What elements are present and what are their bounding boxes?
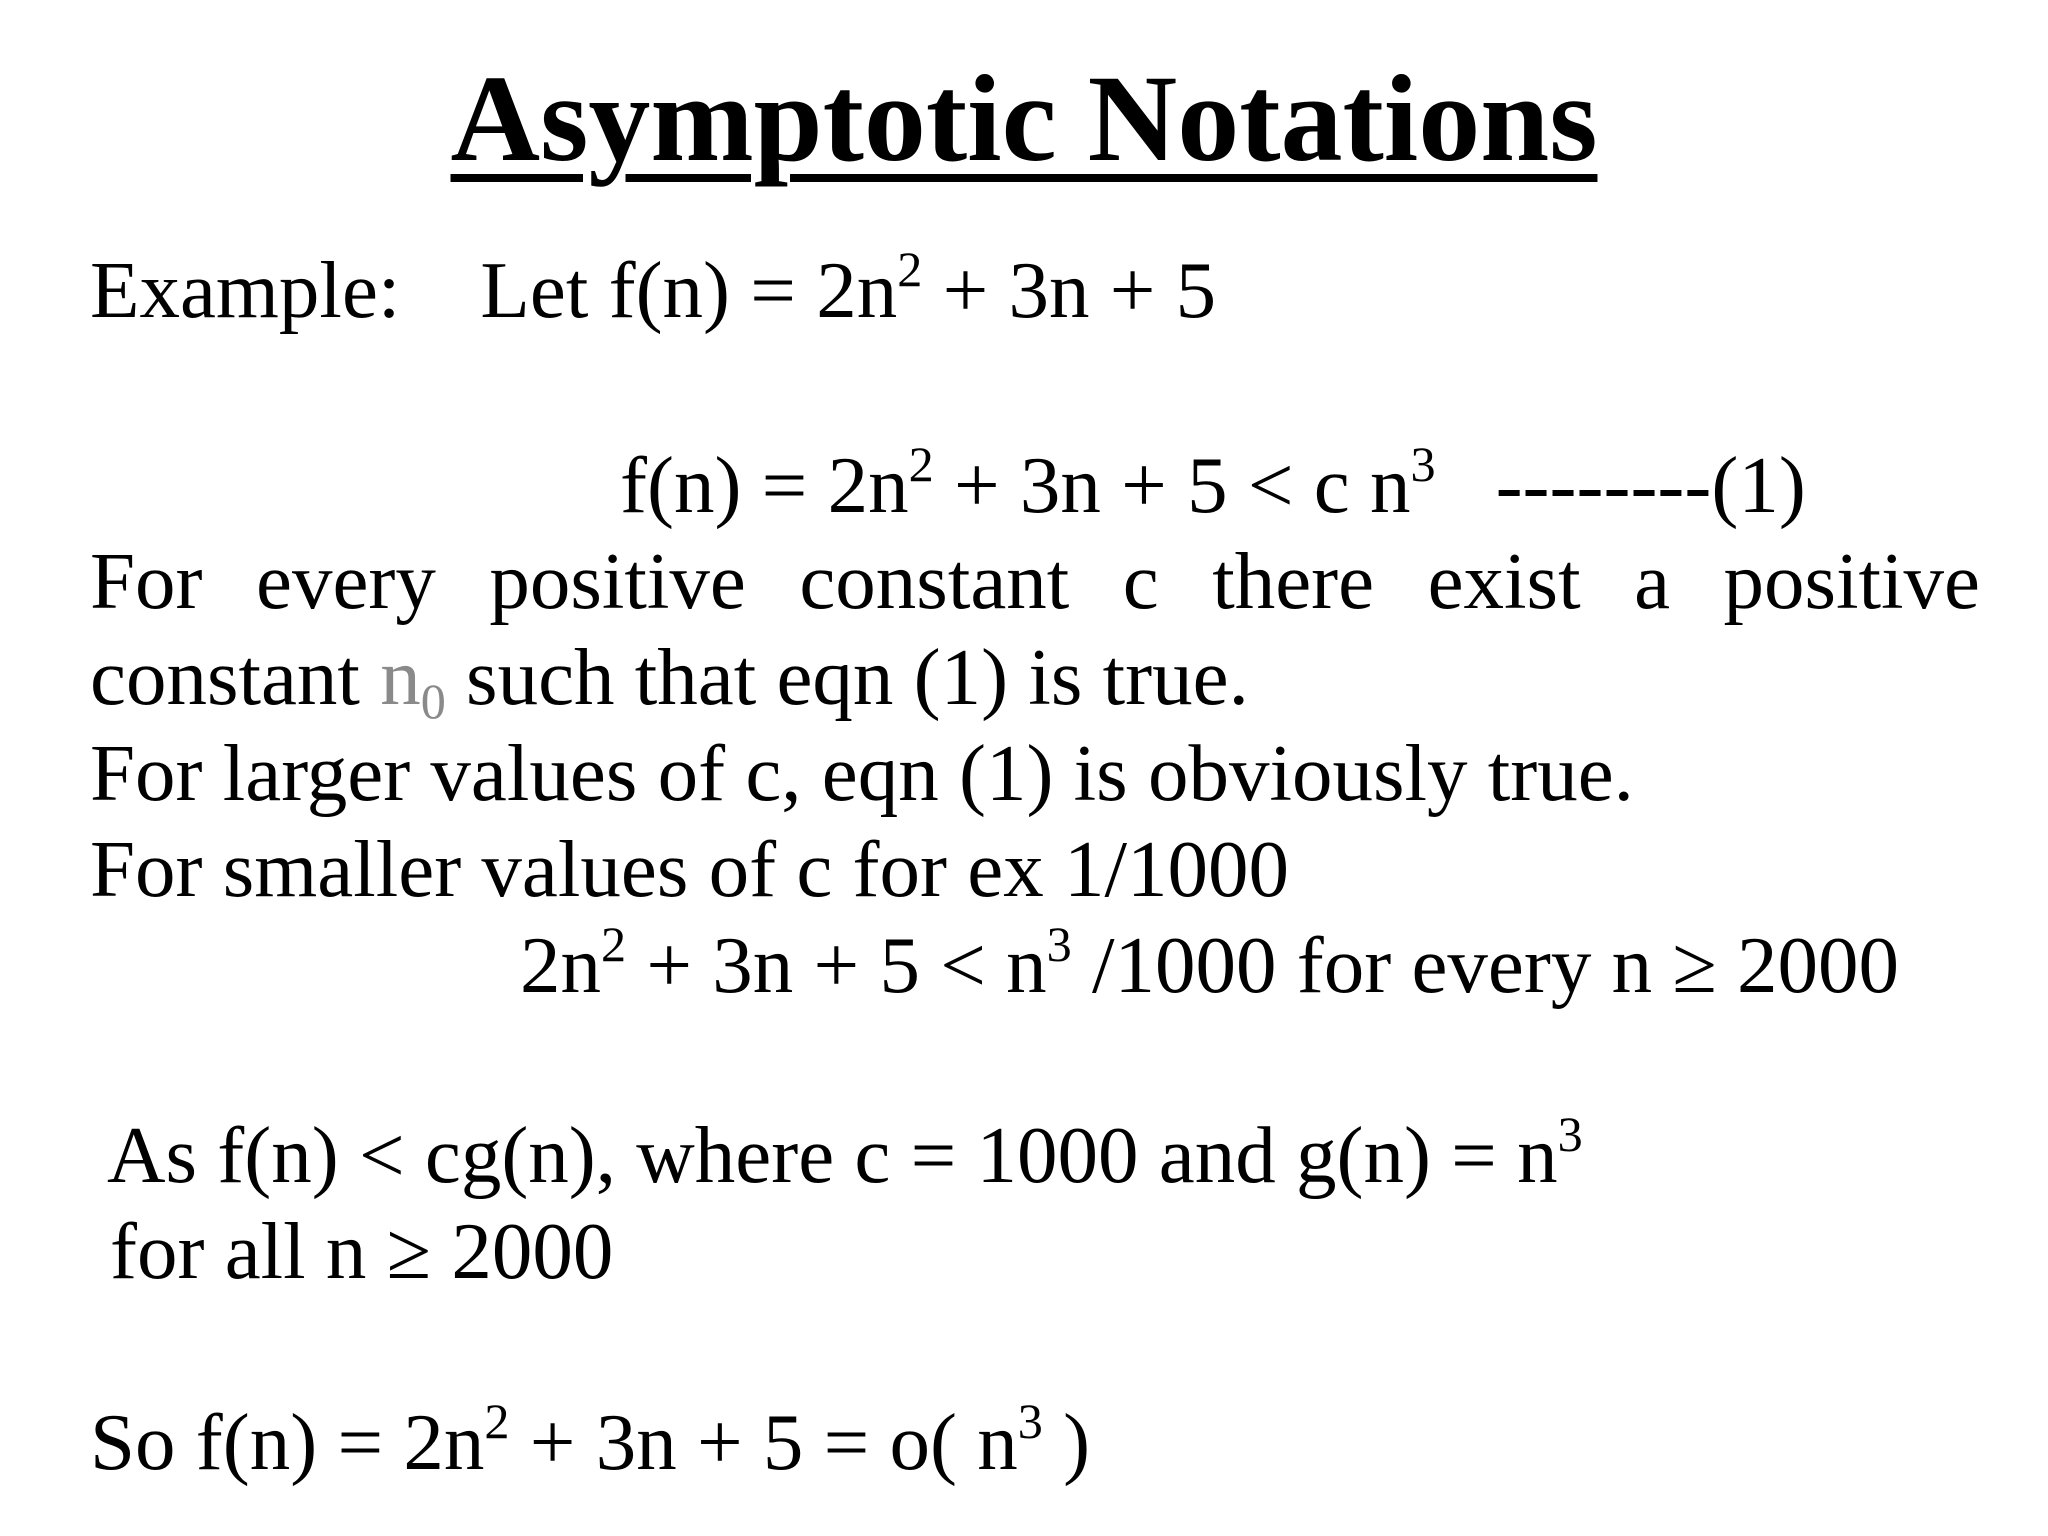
final-exponent-2: 3 (1017, 1392, 1043, 1449)
example-label: Example: (90, 245, 401, 335)
inequality-exponent-2: 3 (1046, 915, 1072, 972)
example-let-prefix: Let f(n) = 2n (480, 245, 898, 335)
equation-1-part1: f(n) = 2n (620, 440, 909, 530)
final-part3: ) (1042, 1397, 1091, 1487)
paragraph-line-2-start: constant (90, 632, 381, 722)
paragraph-line-4: For smaller values of c for ex 1/1000 (90, 824, 1289, 914)
example-let-rest: + 3n + 5 (922, 245, 1217, 335)
final-part1: So f(n) = 2n (90, 1397, 485, 1487)
paragraph-line-1: For every positive constant c there exist a positive (90, 536, 1980, 626)
final-exponent-1: 2 (484, 1392, 510, 1449)
equation-1-exponent-1: 2 (908, 435, 934, 492)
conclusion-line-1-text: As f(n) < cg(n), where c = 1000 and g(n) = n (107, 1110, 1558, 1200)
inequality-exponent-1: 2 (601, 915, 627, 972)
n-zero (380, 632, 446, 730)
equation-1 (620, 435, 1806, 530)
equation-1-tag: --------(1) (1495, 440, 1806, 530)
inequality-part2: + 3n + 5 < n (626, 920, 1047, 1010)
inequality-part3: /1000 for every n ≥ 2000 (1071, 920, 1900, 1010)
slide-title: Asymptotic Notations (450, 50, 1598, 187)
paragraph-line-2-end: such that eqn (1) is true. (445, 632, 1249, 722)
paragraph-line-3: For larger values of c, eqn (1) is obviously true. (90, 728, 1634, 818)
final-statement (90, 1392, 1091, 1487)
conclusion-line-1 (107, 1105, 1583, 1200)
inequality-line (520, 915, 1900, 1010)
conclusion-line-2: for all n ≥ 2000 (110, 1206, 614, 1296)
paragraph-line-2 (90, 632, 1249, 730)
conclusion-exponent: 3 (1557, 1105, 1583, 1162)
n-zero-base: n (380, 632, 421, 722)
equation-1-exponent-2: 3 (1410, 435, 1436, 492)
equation-1-part2: + 3n + 5 < c n (933, 440, 1411, 530)
n-zero-subscript: 0 (420, 673, 446, 730)
example-line (90, 240, 1217, 335)
final-part2: + 3n + 5 = o( n (509, 1397, 1018, 1487)
inequality-part1: 2n (520, 920, 601, 1010)
example-let-exponent: 2 (897, 240, 923, 297)
